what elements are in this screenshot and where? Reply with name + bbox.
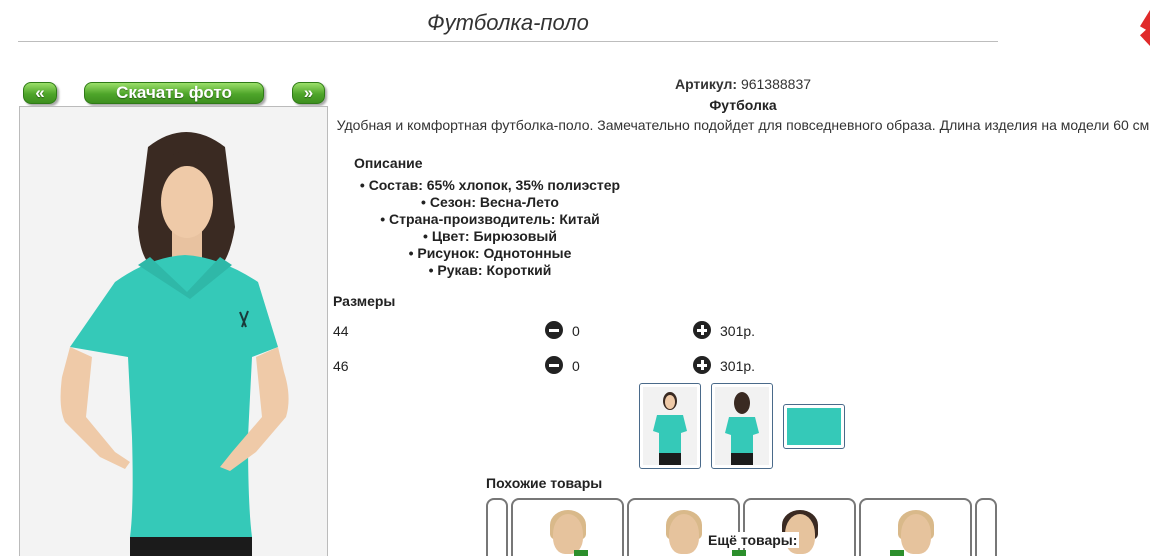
thumbnail-back-image [715, 387, 769, 465]
size-price: 301р. [720, 358, 756, 374]
similar-product-card[interactable] [975, 498, 997, 556]
corner-ribbon-icon[interactable] [1140, 10, 1150, 46]
thumbnail-fabric[interactable] [783, 404, 845, 449]
prev-photo-button[interactable]: « [23, 82, 57, 104]
similar-products-heading: Похожие товары [486, 475, 603, 491]
size-label: 44 [333, 323, 349, 339]
quantity-value: 0 [572, 358, 580, 374]
model-photo-icon [20, 107, 328, 556]
model-thumb-icon [643, 387, 697, 465]
thumbnail-front[interactable] [639, 383, 701, 469]
plus-icon[interactable] [693, 356, 711, 374]
model-back-thumb-icon [715, 387, 769, 465]
more-link[interactable] [574, 550, 588, 556]
description-heading: Описание [354, 155, 423, 171]
fabric-swatch [787, 408, 841, 445]
similar-product-card[interactable] [486, 498, 508, 556]
similar-product-card[interactable] [859, 498, 972, 556]
product-category: Футболка [709, 97, 777, 113]
thumbnail-front-image [643, 387, 697, 465]
next-photo-button[interactable]: » [292, 82, 325, 104]
feature-item: • Цвет: Бирюзовый [340, 228, 640, 245]
minus-icon[interactable] [545, 321, 563, 339]
plus-icon[interactable] [693, 321, 711, 339]
sku-value: 961388837 [740, 76, 812, 92]
product-description: Удобная и комфортная футболка-поло. Замечательно подойдет для повседневного образа. Длина изделия на модели 60 см [336, 117, 1150, 133]
thumbnail-back[interactable] [711, 383, 773, 469]
main-product-photo[interactable] [19, 106, 328, 556]
feature-list [340, 177, 640, 279]
size-label: 46 [333, 358, 349, 374]
feature-item: • Состав: 65% хлопок, 35% полиэстер [340, 177, 640, 194]
feature-item: • Сезон: Весна-Лето [340, 194, 640, 211]
more-link[interactable] [890, 550, 904, 556]
more-link[interactable] [732, 550, 746, 556]
download-photo-button[interactable]: Скачать фото [84, 82, 264, 104]
size-row [333, 321, 833, 343]
minus-icon[interactable] [545, 356, 563, 374]
sizes-heading: Размеры [333, 293, 396, 309]
more-products-heading: Ещё товары: [708, 532, 798, 548]
quantity-value: 0 [572, 323, 580, 339]
sku-line [332, 75, 1150, 95]
size-row [333, 356, 833, 378]
product-info [332, 75, 1150, 135]
feature-item: • Страна-производитель: Китай [340, 211, 640, 228]
feature-item: • Рисунок: Однотонные [340, 245, 640, 262]
sku-label: Артикул: [674, 76, 738, 92]
more-products-links [560, 550, 960, 556]
feature-item: • Рукав: Короткий [340, 262, 640, 279]
similar-product-card[interactable] [511, 498, 624, 556]
page-title: Футболка-поло [18, 8, 998, 42]
size-price: 301р. [720, 323, 756, 339]
